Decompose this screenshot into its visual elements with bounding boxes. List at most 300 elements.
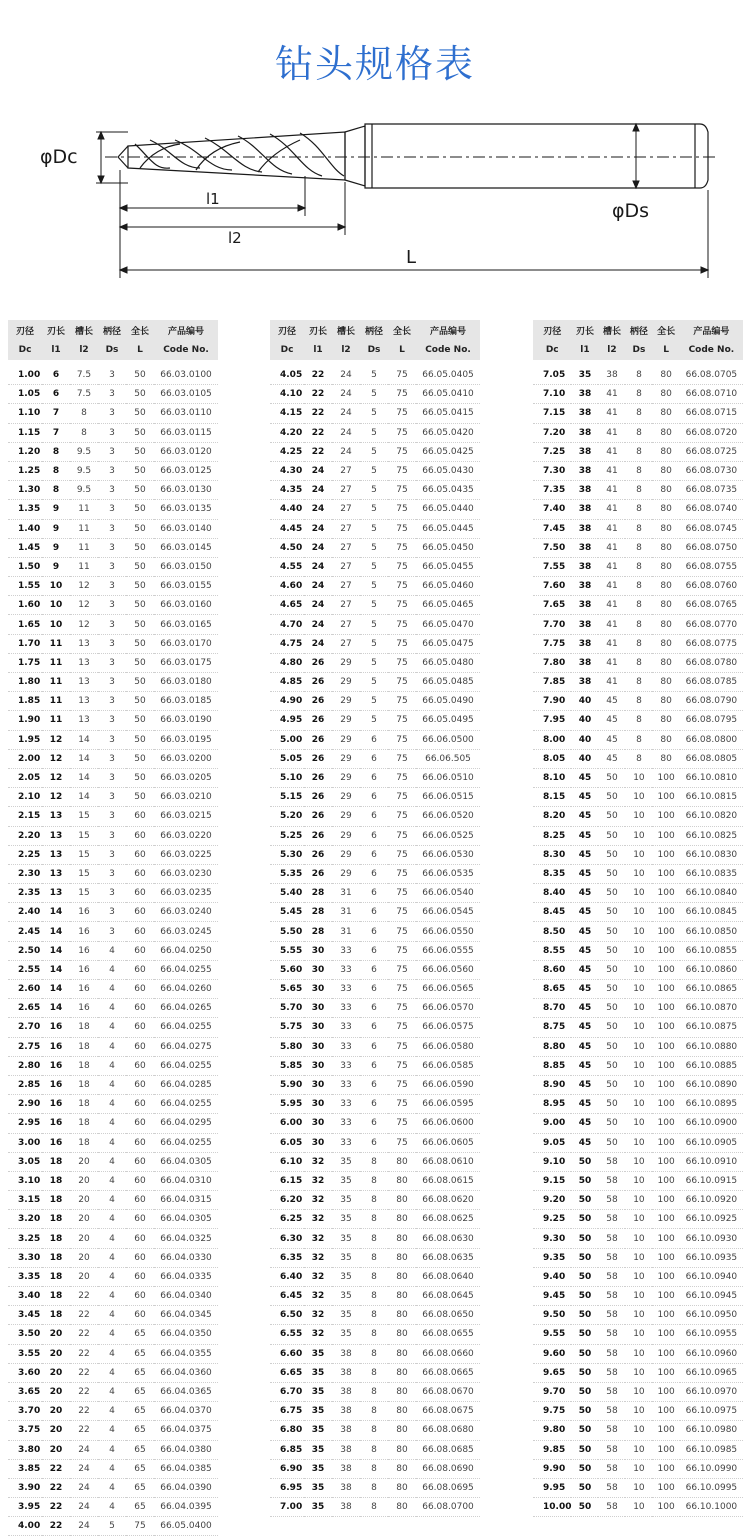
- cell-l1: 38: [571, 423, 598, 442]
- cell-ds: 8: [625, 404, 652, 423]
- cell-code: 66.10.0900: [680, 1114, 743, 1133]
- cell-code: 66.04.0330: [154, 1248, 218, 1267]
- cell-len: 80: [652, 519, 679, 538]
- cell-l2: 29: [332, 653, 360, 672]
- cell-l2: 38: [332, 1363, 360, 1382]
- cell-dc: 2.95: [8, 1114, 42, 1133]
- table-row: [8, 519, 218, 538]
- cell-len: 100: [652, 1056, 679, 1075]
- table-row: [270, 366, 480, 385]
- cell-code: 66.03.0125: [154, 461, 218, 480]
- cell-code: 66.04.0285: [154, 1075, 218, 1094]
- table-row: [8, 1191, 218, 1210]
- cell-ds: 3: [98, 385, 126, 404]
- cell-len: 100: [652, 1325, 679, 1344]
- cell-len: 100: [652, 903, 679, 922]
- table-row: [8, 941, 218, 960]
- cell-len: 65: [126, 1498, 154, 1517]
- cell-dc: 9.65: [533, 1363, 571, 1382]
- cell-dc: 5.40: [270, 884, 304, 903]
- cell-dc: 5.90: [270, 1075, 304, 1094]
- cell-code: 66.04.0295: [154, 1114, 218, 1133]
- cell-l1: 32: [304, 1306, 332, 1325]
- cell-l1: 22: [42, 1498, 70, 1517]
- cell-l1: 26: [304, 673, 332, 692]
- cell-ds: 4: [98, 1018, 126, 1037]
- cell-l1: 16: [42, 1056, 70, 1075]
- table-row: [533, 673, 743, 692]
- cell-l1: 32: [304, 1229, 332, 1248]
- table-row: [8, 596, 218, 615]
- cell-ds: 6: [360, 960, 388, 979]
- column-header: 刃径: [8, 320, 42, 340]
- cell-l2: 29: [332, 768, 360, 787]
- table-row: [533, 1478, 743, 1497]
- cell-dc: 5.75: [270, 1018, 304, 1037]
- cell-dc: 4.75: [270, 634, 304, 653]
- cell-dc: 5.65: [270, 980, 304, 999]
- spec-table-2: [270, 320, 480, 1517]
- table-row: [270, 615, 480, 634]
- cell-len: 60: [126, 1267, 154, 1286]
- cell-l2: 50: [598, 807, 625, 826]
- cell-l1: 22: [42, 1517, 70, 1536]
- table-row: [533, 864, 743, 883]
- cell-l1: 13: [42, 864, 70, 883]
- cell-ds: 5: [98, 1517, 126, 1536]
- cell-l1: 22: [304, 366, 332, 385]
- cell-l1: 50: [571, 1210, 598, 1229]
- cell-len: 60: [126, 960, 154, 979]
- cell-ds: 8: [360, 1325, 388, 1344]
- table-row: [533, 884, 743, 903]
- cell-code: 66.08.0790: [680, 692, 743, 711]
- cell-ds: 8: [360, 1421, 388, 1440]
- cell-len: 100: [652, 1210, 679, 1229]
- cell-code: 66.10.0920: [680, 1191, 743, 1210]
- cell-ds: 10: [625, 1325, 652, 1344]
- cell-dc: 2.10: [8, 788, 42, 807]
- column-header: l1: [304, 340, 332, 360]
- cell-len: 60: [126, 884, 154, 903]
- cell-l2: 35: [332, 1306, 360, 1325]
- cell-ds: 3: [98, 538, 126, 557]
- column-header: 刃径: [270, 320, 304, 340]
- cell-len: 50: [126, 538, 154, 557]
- cell-dc: 4.45: [270, 519, 304, 538]
- cell-l1: 45: [571, 941, 598, 960]
- cell-ds: 3: [98, 366, 126, 385]
- cell-len: 80: [652, 423, 679, 442]
- cell-l2: 58: [598, 1363, 625, 1382]
- cell-code: 66.08.0635: [416, 1248, 480, 1267]
- cell-len: 60: [126, 941, 154, 960]
- table-row: [270, 1248, 480, 1267]
- table-row: [533, 788, 743, 807]
- cell-l2: 27: [332, 634, 360, 653]
- table-row: [270, 404, 480, 423]
- cell-len: 80: [652, 442, 679, 461]
- cell-ds: 4: [98, 1267, 126, 1286]
- cell-code: 66.03.0100: [154, 366, 218, 385]
- table-row: [270, 1133, 480, 1152]
- cell-l2: 41: [598, 577, 625, 596]
- cell-dc: 2.25: [8, 845, 42, 864]
- cell-l1: 32: [304, 1267, 332, 1286]
- column-header: 柄径: [360, 320, 388, 340]
- table-row: [270, 807, 480, 826]
- cell-l1: 28: [304, 903, 332, 922]
- cell-l1: 30: [304, 1095, 332, 1114]
- cell-l1: 35: [304, 1498, 332, 1517]
- cell-l1: 26: [304, 826, 332, 845]
- cell-code: 66.06.0565: [416, 980, 480, 999]
- cell-l2: 50: [598, 960, 625, 979]
- cell-ds: 4: [98, 1095, 126, 1114]
- table-row: [533, 1498, 743, 1517]
- cell-len: 50: [126, 442, 154, 461]
- cell-l2: 50: [598, 980, 625, 999]
- cell-dc: 3.45: [8, 1306, 42, 1325]
- table-row: [270, 1306, 480, 1325]
- cell-l1: 8: [42, 481, 70, 500]
- cell-code: 66.03.0120: [154, 442, 218, 461]
- cell-l2: 16: [70, 980, 98, 999]
- cell-ds: 6: [360, 999, 388, 1018]
- table-row: [533, 385, 743, 404]
- cell-dc: 9.35: [533, 1248, 571, 1267]
- cell-len: 80: [652, 692, 679, 711]
- cell-l2: 38: [332, 1459, 360, 1478]
- cell-dc: 5.35: [270, 864, 304, 883]
- cell-len: 75: [388, 481, 416, 500]
- cell-ds: 8: [360, 1210, 388, 1229]
- table-row: [270, 1191, 480, 1210]
- cell-ds: 6: [360, 1037, 388, 1056]
- cell-ds: 10: [625, 1191, 652, 1210]
- cell-l2: 27: [332, 500, 360, 519]
- cell-len: 50: [126, 366, 154, 385]
- cell-ds: 3: [98, 826, 126, 845]
- cell-ds: 10: [625, 884, 652, 903]
- cell-l1: 26: [304, 807, 332, 826]
- cell-ds: 3: [98, 653, 126, 672]
- l2-label: l2: [228, 229, 242, 247]
- cell-ds: 6: [360, 1133, 388, 1152]
- cell-code: 66.06.0520: [416, 807, 480, 826]
- cell-code: 66.08.0795: [680, 711, 743, 730]
- cell-l1: 35: [304, 1402, 332, 1421]
- table-row: [533, 980, 743, 999]
- cell-ds: 10: [625, 807, 652, 826]
- cell-code: 66.04.0255: [154, 960, 218, 979]
- column-header: Ds: [98, 340, 126, 360]
- cell-ds: 10: [625, 1478, 652, 1497]
- cell-ds: 10: [625, 864, 652, 883]
- cell-dc: 2.30: [8, 864, 42, 883]
- cell-ds: 8: [360, 1363, 388, 1382]
- cell-dc: 6.55: [270, 1325, 304, 1344]
- cell-l2: 31: [332, 884, 360, 903]
- cell-l2: 14: [70, 730, 98, 749]
- cell-l1: 14: [42, 922, 70, 941]
- cell-ds: 8: [625, 442, 652, 461]
- cell-len: 80: [652, 653, 679, 672]
- cell-code: 66.04.0325: [154, 1229, 218, 1248]
- cell-l1: 16: [42, 1075, 70, 1094]
- cell-dc: 7.10: [533, 385, 571, 404]
- cell-ds: 3: [98, 768, 126, 787]
- cell-len: 75: [388, 461, 416, 480]
- cell-ds: 3: [98, 864, 126, 883]
- cell-dc: 7.35: [533, 481, 571, 500]
- cell-ds: 6: [360, 768, 388, 787]
- cell-l1: 14: [42, 941, 70, 960]
- cell-dc: 8.55: [533, 941, 571, 960]
- cell-ds: 8: [625, 577, 652, 596]
- cell-ds: 3: [98, 481, 126, 500]
- cell-code: 66.10.1000: [680, 1498, 743, 1517]
- cell-code: 66.10.0960: [680, 1344, 743, 1363]
- cell-l2: 41: [598, 442, 625, 461]
- cell-dc: 1.50: [8, 557, 42, 576]
- cell-len: 75: [388, 653, 416, 672]
- cell-ds: 5: [360, 615, 388, 634]
- cell-l1: 50: [571, 1306, 598, 1325]
- cell-dc: 4.05: [270, 366, 304, 385]
- cell-l2: 14: [70, 749, 98, 768]
- cell-code: 66.08.0735: [680, 481, 743, 500]
- table-row: [533, 1018, 743, 1037]
- cell-l2: 24: [70, 1459, 98, 1478]
- cell-dc: 2.55: [8, 960, 42, 979]
- cell-len: 100: [652, 1363, 679, 1382]
- cell-len: 80: [388, 1402, 416, 1421]
- cell-l2: 22: [70, 1344, 98, 1363]
- cell-ds: 8: [360, 1402, 388, 1421]
- table-row: [270, 768, 480, 787]
- cell-l2: 35: [332, 1210, 360, 1229]
- cell-dc: 7.70: [533, 615, 571, 634]
- cell-len: 80: [652, 711, 679, 730]
- cell-l1: 38: [571, 596, 598, 615]
- cell-dc: 3.25: [8, 1229, 42, 1248]
- cell-code: 66.08.0700: [416, 1498, 480, 1517]
- cell-l1: 35: [304, 1344, 332, 1363]
- cell-dc: 1.20: [8, 442, 42, 461]
- cell-dc: 1.05: [8, 385, 42, 404]
- cell-l2: 58: [598, 1287, 625, 1306]
- cell-l1: 18: [42, 1248, 70, 1267]
- cell-code: 66.10.0935: [680, 1248, 743, 1267]
- table-row: [533, 960, 743, 979]
- cell-l1: 28: [304, 884, 332, 903]
- table-row: [8, 999, 218, 1018]
- cell-l2: 12: [70, 577, 98, 596]
- cell-len: 80: [388, 1229, 416, 1248]
- column-header: Dc: [270, 340, 304, 360]
- cell-dc: 8.25: [533, 826, 571, 845]
- cell-l1: 40: [571, 692, 598, 711]
- cell-l2: 58: [598, 1382, 625, 1401]
- cell-code: 66.08.0755: [680, 557, 743, 576]
- cell-dc: 1.55: [8, 577, 42, 596]
- cell-len: 75: [388, 768, 416, 787]
- cell-l1: 18: [42, 1152, 70, 1171]
- cell-len: 60: [126, 1191, 154, 1210]
- cell-l1: 38: [571, 404, 598, 423]
- cell-l1: 28: [304, 922, 332, 941]
- cell-code: 66.03.0165: [154, 615, 218, 634]
- cell-dc: 7.15: [533, 404, 571, 423]
- cell-l1: 45: [571, 1037, 598, 1056]
- cell-code: 66.03.0195: [154, 730, 218, 749]
- cell-dc: 5.60: [270, 960, 304, 979]
- cell-l1: 30: [304, 1075, 332, 1094]
- cell-l2: 58: [598, 1152, 625, 1171]
- cell-code: 66.06.0590: [416, 1075, 480, 1094]
- cell-code: 66.03.0180: [154, 673, 218, 692]
- table-row: [533, 538, 743, 557]
- cell-l2: 50: [598, 1133, 625, 1152]
- cell-l1: 30: [304, 1037, 332, 1056]
- cell-l1: 38: [571, 461, 598, 480]
- cell-ds: 4: [98, 1056, 126, 1075]
- table-row: [270, 749, 480, 768]
- cell-code: 66.10.0990: [680, 1459, 743, 1478]
- cell-dc: 9.00: [533, 1114, 571, 1133]
- cell-len: 60: [126, 1018, 154, 1037]
- cell-code: 66.06.0595: [416, 1095, 480, 1114]
- cell-len: 80: [388, 1382, 416, 1401]
- table-row: [270, 519, 480, 538]
- cell-code: 66.03.0140: [154, 519, 218, 538]
- cell-l2: 50: [598, 845, 625, 864]
- cell-code: 66.08.0725: [680, 442, 743, 461]
- column-header: Code No.: [416, 340, 480, 360]
- cell-code: 66.03.0135: [154, 500, 218, 519]
- cell-l2: 41: [598, 634, 625, 653]
- cell-dc: 6.25: [270, 1210, 304, 1229]
- cell-dc: 8.75: [533, 1018, 571, 1037]
- cell-len: 80: [652, 634, 679, 653]
- cell-code: 66.03.0130: [154, 481, 218, 500]
- l1-label: l1: [206, 190, 220, 208]
- cell-l1: 26: [304, 730, 332, 749]
- cell-l1: 9: [42, 557, 70, 576]
- cell-l2: 29: [332, 826, 360, 845]
- cell-l2: 41: [598, 673, 625, 692]
- table-row: [8, 1171, 218, 1190]
- table-header-row: [533, 320, 743, 340]
- cell-len: 80: [388, 1478, 416, 1497]
- cell-l2: 41: [598, 385, 625, 404]
- cell-code: 66.10.0825: [680, 826, 743, 845]
- cell-l2: 24: [70, 1478, 98, 1497]
- cell-l2: 9.5: [70, 442, 98, 461]
- cell-l1: 35: [304, 1440, 332, 1459]
- cell-ds: 8: [625, 615, 652, 634]
- cell-len: 65: [126, 1478, 154, 1497]
- cell-dc: 1.25: [8, 461, 42, 480]
- cell-code: 66.08.0745: [680, 519, 743, 538]
- table-row: [533, 807, 743, 826]
- cell-ds: 4: [98, 980, 126, 999]
- cell-code: 66.05.0465: [416, 596, 480, 615]
- cell-l2: 45: [598, 692, 625, 711]
- cell-ds: 10: [625, 1363, 652, 1382]
- cell-len: 75: [388, 941, 416, 960]
- cell-code: 66.10.0905: [680, 1133, 743, 1152]
- table-row: [533, 1421, 743, 1440]
- cell-len: 80: [652, 615, 679, 634]
- cell-ds: 4: [98, 1498, 126, 1517]
- cell-len: 75: [388, 999, 416, 1018]
- cell-len: 100: [652, 768, 679, 787]
- cell-l2: 24: [70, 1498, 98, 1517]
- cell-code: 66.06.0535: [416, 864, 480, 883]
- cell-dc: 6.35: [270, 1248, 304, 1267]
- cell-len: 80: [652, 749, 679, 768]
- cell-dc: 2.65: [8, 999, 42, 1018]
- cell-l2: 33: [332, 1018, 360, 1037]
- cell-l2: 29: [332, 730, 360, 749]
- cell-l2: 50: [598, 903, 625, 922]
- table-row: [270, 481, 480, 500]
- cell-dc: 4.55: [270, 557, 304, 576]
- cell-code: 66.03.0235: [154, 884, 218, 903]
- cell-l2: 18: [70, 1037, 98, 1056]
- cell-len: 75: [388, 1133, 416, 1152]
- cell-l1: 13: [42, 884, 70, 903]
- cell-code: 66.03.0210: [154, 788, 218, 807]
- table-row: [270, 1325, 480, 1344]
- cell-dc: 3.10: [8, 1171, 42, 1190]
- cell-dc: 7.75: [533, 634, 571, 653]
- cell-len: 80: [652, 557, 679, 576]
- cell-dc: 2.75: [8, 1037, 42, 1056]
- cell-code: 66.05.0430: [416, 461, 480, 480]
- cell-ds: 5: [360, 692, 388, 711]
- cell-len: 75: [126, 1517, 154, 1536]
- cell-dc: 6.85: [270, 1440, 304, 1459]
- cell-l1: 45: [571, 864, 598, 883]
- cell-l2: 9.5: [70, 481, 98, 500]
- cell-ds: 10: [625, 788, 652, 807]
- cell-len: 60: [126, 1152, 154, 1171]
- table-row: [533, 1152, 743, 1171]
- table-row: [270, 538, 480, 557]
- cell-ds: 3: [98, 673, 126, 692]
- cell-dc: 5.85: [270, 1056, 304, 1075]
- table-row: [8, 768, 218, 787]
- cell-l2: 33: [332, 1056, 360, 1075]
- cell-l2: 35: [332, 1248, 360, 1267]
- table-row: [8, 404, 218, 423]
- cell-dc: 4.10: [270, 385, 304, 404]
- cell-dc: 4.40: [270, 500, 304, 519]
- table-row: [8, 960, 218, 979]
- cell-code: 66.08.0800: [680, 730, 743, 749]
- cell-l2: 18: [70, 1114, 98, 1133]
- cell-l2: 29: [332, 673, 360, 692]
- cell-l2: 15: [70, 884, 98, 903]
- table-row: [533, 1325, 743, 1344]
- cell-l1: 50: [571, 1229, 598, 1248]
- cell-ds: 4: [98, 1075, 126, 1094]
- cell-l2: 50: [598, 1095, 625, 1114]
- cell-ds: 10: [625, 1382, 652, 1401]
